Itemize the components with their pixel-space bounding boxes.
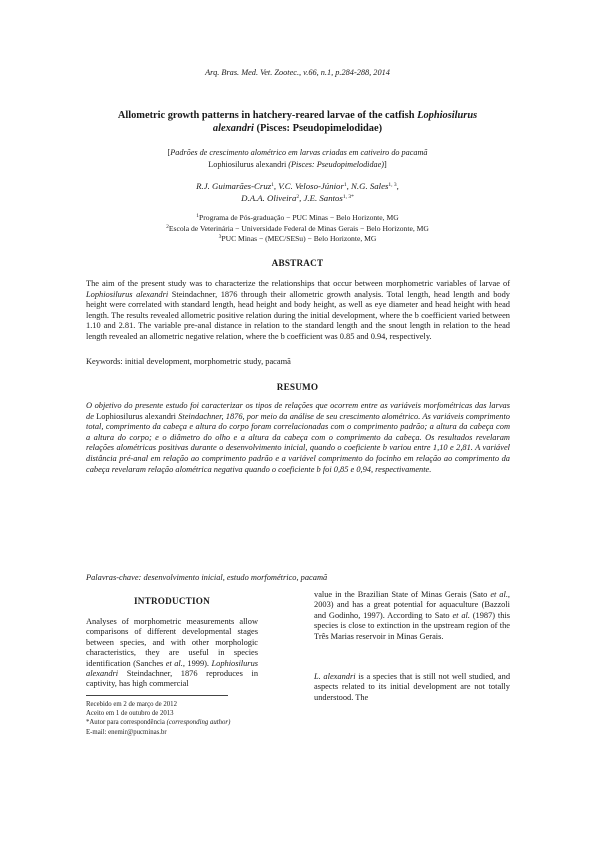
affiliations [70, 213, 525, 245]
affiliation-3: $^3$PUC Minas − (MEC/SESu) − Belo Horizonte, MG [218, 234, 377, 243]
resumo-heading: RESUMO [276, 382, 319, 392]
bracket-close: ] [384, 160, 387, 169]
intro-species-short: L. alexandri [314, 672, 356, 681]
author-4-sup: 2 [296, 194, 300, 200]
abstract-heading: ABSTRACT [271, 258, 324, 268]
portuguese-title-family: (Pisces: Pseudopimelodidae) [288, 160, 385, 169]
introduction-left-column: Analyses of morphometric measurements allow comparisons of different developmental stages between species, and with other morphologic characteristics, they are useful in species identification (Sanches et al., 1999). Lophiosilurus alexandri Steindachner, 1876 reproduces in captivity, has high commercial [86, 617, 259, 689]
author-1-sup: 1 [271, 182, 274, 188]
title-family: (Pisces: Pseudopimelodidae) [256, 123, 383, 134]
corresponding-note: *Autor para correspondência (corresponding author) [86, 719, 231, 727]
resumo-text: O objetivo do presente estudo foi caracterizar os tipos de relações que ocorrem entre as variáveis morfométricas das larvas de Lophiosilurus alexandri Steindachner, 1876, por meio da análise de seu crescimento alométrico. As variáveis comprimento total, comprimento da cabeça e altura do corpo foram correlacionadas com o comprimento padrão; a altura da cabeça com a altura do corpo; e o diâmetro do olho e a altura da cabeça com o comprimento da cabeça. Os resultados revelaram relações alométricas positivas durante o desenvolvimento inicial, quando o coeficiente b variou entre 1,10 e 2,81. A variável distância pré-anal em relação ao comprimento padrão e a variável comprimento do focinho em relação ao comprimento da cabeça revelaram relação alométrica negativa quando o coeficiente b foi 0,85 e 0,94, respectivamente. [86, 401, 510, 474]
author-2: V.C. Veloso-Júnior [278, 181, 344, 191]
abstract-text: The aim of the present study was to characterize the relationships that occur between morphometric variables of larvae of Lophiosilurus alexandri Steindachner, 1876 through their allometric growth analysis. Total length, head length and body height were correlated with standard length, head height and body height, as well as eye diameter and head height with head length. The results revealed allometric positive relation during the initial development, where the b coefficient varied between 1.10 and 2.81. The variable pre-anal distance in relation to the standard length and the snout length in relation to the head length revealed an allometric negative relation, where the b coefficient was 0.85 and 0.94, respectively. [86, 279, 510, 341]
resumo-species: Lophiosilurus alexandri [96, 411, 176, 421]
author-1: R.J. Guimarães-Cruz [196, 181, 272, 191]
portuguese-title [70, 147, 525, 171]
abstract-species: Lophiosilurus alexandri [86, 289, 169, 299]
author-4: D.A.A. Oliveira [241, 193, 297, 203]
contact-email: E-mail: enemir@pucminas.br [86, 728, 167, 736]
author-2-sup: 1 [343, 182, 347, 188]
footnote-divider [86, 695, 228, 696]
introduction-heading: INTRODUCTION [134, 596, 210, 606]
journal-citation: Arq. Bras. Med. Vet. Zootec., v.66, n.1, p.284-288, 2014 [205, 68, 390, 77]
accepted-date: Aceito em 1 de outubro de 2013 [86, 710, 174, 718]
title-species: alexandri [212, 123, 254, 134]
author-5: J.E. Santos [303, 193, 343, 203]
keywords: Keywords: initial development, morphometric study, pacamã [86, 357, 291, 366]
portuguese-title-species: Lophiosilurus alexandri [208, 160, 287, 169]
author-3-sup: 1, 3 [388, 182, 397, 188]
bracket-open: [ [167, 148, 171, 157]
title-text: Allometric growth patterns in hatchery-reared larvae of the catfish [117, 110, 415, 121]
palavras-chave: Palavras-chave: desenvolvimento inicial, estudo morfométrico, pacamã [86, 573, 328, 582]
author-5-sup: 1, 3* [342, 194, 354, 200]
footnotes [86, 700, 316, 737]
introduction-right-paragraph-1: value in the Brazilian State of Minas Gerais (Sato et al., 2003) and has a great potential for aquaculture (Bazzoli and Godinho, 1997). According to Sato et al. (1987) this species is close to extinction in the upstream region of the Três Marias reservoir in Minas Gerais. [314, 590, 511, 641]
author-list: R.J. Guimarães-Cruz$^1$, V.C. Veloso-Júnior$^1$, N.G. Sales$^{1, 3}$, D.A.A. Oliveira$^2$, J.E. Santos$^{1, 3*}$ [196, 181, 399, 203]
article-title [90, 109, 505, 135]
introduction-right-paragraph-2: L. alexandri is a species that is still not well studied, and aspects related to its initial development are not totally understood. The [314, 672, 511, 702]
affiliation-1: $^1$Programa de Pós-graduação − PUC Minas − Belo Horizonte, MG [196, 213, 399, 222]
title-genus: Lophiosilurus [417, 110, 478, 121]
portuguese-title-line1: Padrões de crescimento alométrico em larvas criadas em cativeiro do pacamã [170, 148, 428, 157]
received-date: Recebido em 2 de março de 2012 [86, 701, 177, 708]
intro-species: Lophiosilurus alexandri [86, 658, 259, 679]
affiliation-2: $^2$Escola de Veterinária − Universidade Federal de Minas Gerais − Belo Horizonte, MG [166, 223, 429, 233]
author-3: N.G. Sales [351, 181, 389, 191]
